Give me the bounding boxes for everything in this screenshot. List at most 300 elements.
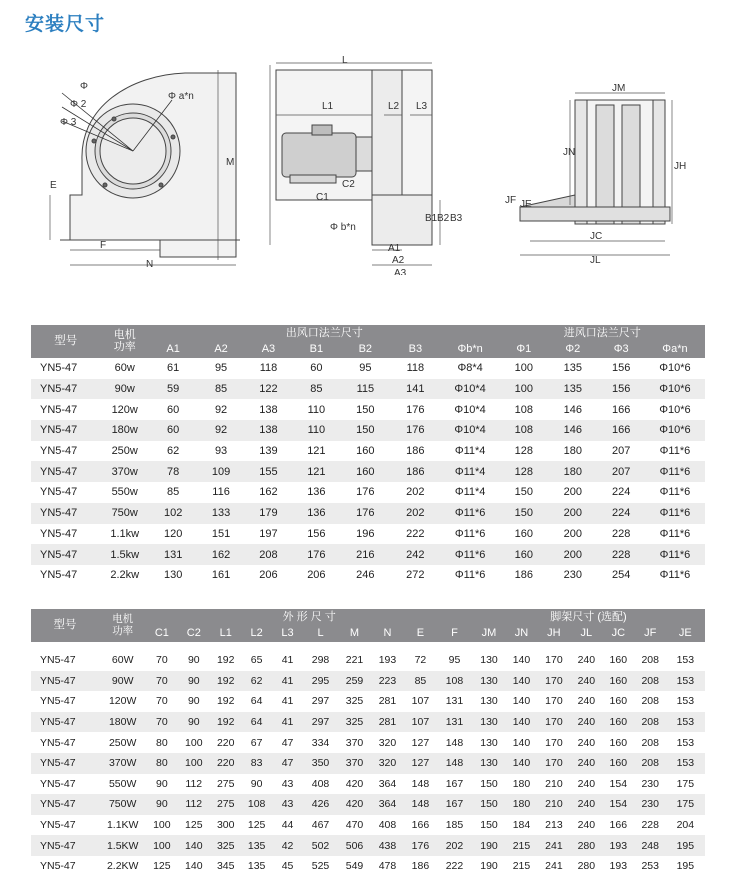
value-cell: 130 <box>472 732 506 753</box>
table-row <box>31 650 705 671</box>
value-cell: 248 <box>635 835 666 856</box>
value-cell: 150 <box>356 403 375 416</box>
power-header: 电机 功率 <box>101 325 149 358</box>
value-cell: 44 <box>272 815 303 836</box>
value-cell: 180 <box>506 794 537 815</box>
value-cell: 208 <box>635 712 666 733</box>
table-row <box>31 441 705 462</box>
value-cell: 118 <box>406 362 425 375</box>
value-cell: 160 <box>602 712 635 733</box>
jl-label: JL <box>590 255 601 266</box>
value-cell: Φ11*4 <box>454 486 486 499</box>
power-cell: 1.5KW <box>99 835 146 856</box>
value-cell: 230 <box>563 569 582 582</box>
column-header: Φ3 <box>598 342 645 358</box>
value-cell: 90 <box>146 774 177 795</box>
power-cell: 180W <box>99 712 146 733</box>
value-cell: 70 <box>146 712 177 733</box>
value-cell: 128 <box>514 445 533 458</box>
value-cell: 193 <box>602 856 635 877</box>
value-cell: 161 <box>211 569 231 582</box>
value-cell: 197 <box>259 527 278 540</box>
value-cell: 130 <box>163 569 183 582</box>
value-cell: 240 <box>571 794 602 815</box>
value-cell: 148 <box>437 732 472 753</box>
value-cell: 185 <box>437 815 472 836</box>
value-cell: 100 <box>146 815 177 836</box>
value-cell: 160 <box>356 445 375 458</box>
value-cell: 70 <box>146 691 177 712</box>
a2-label: A2 <box>392 255 405 266</box>
value-cell: 65 <box>241 650 272 671</box>
value-cell: 176 <box>341 503 390 524</box>
value-cell: 112 <box>177 794 210 815</box>
value-cell: 300 <box>210 815 241 836</box>
value-cell: 85 <box>197 379 244 400</box>
stand-view <box>505 83 686 266</box>
table-row <box>31 503 705 524</box>
value-cell: Φ11*6 <box>659 569 691 582</box>
column-header: JC <box>602 626 635 642</box>
outline-spec-table <box>31 609 705 877</box>
column-header: C1 <box>146 626 177 642</box>
value-cell: 47 <box>272 732 303 753</box>
value-cell: 153 <box>666 671 705 692</box>
column-header: Φ2 <box>548 342 597 358</box>
value-cell: 122 <box>245 379 292 400</box>
a1-label: A1 <box>388 243 401 254</box>
value-cell: 240 <box>571 691 602 712</box>
value-cell: 110 <box>292 420 340 441</box>
value-cell: 153 <box>666 712 705 733</box>
table-row <box>31 544 705 565</box>
value-cell: 42 <box>272 835 303 856</box>
value-cell: Φ11*6 <box>645 544 705 565</box>
power-cell: 1.1kw <box>110 527 140 540</box>
value-cell: 470 <box>338 815 371 836</box>
value-cell: 131 <box>149 544 197 565</box>
value-cell: 176 <box>390 420 441 441</box>
power-cell: 250W <box>99 732 146 753</box>
value-cell: 150 <box>341 420 390 441</box>
value-cell: 90 <box>146 794 177 815</box>
value-cell: 240 <box>571 774 602 795</box>
power-cell: 750w <box>101 503 149 524</box>
value-cell: 100 <box>514 362 533 375</box>
value-cell: 166 <box>598 420 645 441</box>
value-cell: 207 <box>598 461 645 482</box>
value-cell: 41 <box>272 671 303 692</box>
model-cell: YN5-47 <box>40 527 78 540</box>
value-cell: 115 <box>341 379 390 400</box>
column-header: F <box>437 626 472 642</box>
value-cell: 408 <box>371 815 404 836</box>
value-cell: 176 <box>404 835 437 856</box>
power-cell: 370W <box>99 753 146 774</box>
value-cell: 167 <box>437 794 472 815</box>
value-cell: 224 <box>598 503 645 524</box>
value-cell: 85 <box>292 379 340 400</box>
power-cell: 250w <box>111 445 138 458</box>
inlet-flange-header: 进风口法兰尺寸 <box>500 325 705 342</box>
table-row <box>31 379 705 400</box>
value-cell: 192 <box>210 712 241 733</box>
value-cell: 140 <box>506 650 537 671</box>
l-label: L <box>342 55 348 66</box>
flange-spec-table <box>31 325 705 586</box>
value-cell: 62 <box>167 445 180 458</box>
model-cell: YN5-47 <box>31 753 99 774</box>
value-cell: 153 <box>666 732 705 753</box>
value-cell: 202 <box>437 835 472 856</box>
value-cell: 127 <box>404 732 437 753</box>
table-row <box>31 565 705 586</box>
value-cell: 210 <box>537 774 571 795</box>
value-cell: 160 <box>602 650 635 671</box>
value-cell: 180 <box>548 461 597 482</box>
value-cell: 240 <box>571 712 602 733</box>
value-cell: 200 <box>563 486 582 499</box>
value-cell: 190 <box>472 835 506 856</box>
value-cell: 408 <box>303 774 338 795</box>
value-cell: 140 <box>506 671 537 692</box>
value-cell: 220 <box>210 732 241 753</box>
value-cell: 204 <box>666 815 705 836</box>
phi-an-label: Φ a*n <box>168 91 194 102</box>
table-row <box>31 671 705 692</box>
table-row <box>31 399 705 420</box>
value-cell: 72 <box>404 650 437 671</box>
value-cell: 160 <box>341 461 390 482</box>
value-cell: Φ11*6 <box>645 503 705 524</box>
table-row <box>31 420 705 441</box>
value-cell: 125 <box>177 815 210 836</box>
column-header: B3 <box>390 342 441 358</box>
value-cell: 107 <box>404 691 437 712</box>
value-cell: 148 <box>404 774 437 795</box>
value-cell: 136 <box>292 503 340 524</box>
column-header: C2 <box>177 626 210 642</box>
value-cell: 47 <box>272 753 303 774</box>
jm-label: JM <box>612 83 626 94</box>
value-cell: 175 <box>666 794 705 815</box>
value-cell: 130 <box>472 671 506 692</box>
value-cell: 140 <box>506 732 537 753</box>
value-cell: 502 <box>303 835 338 856</box>
value-cell: 176 <box>406 403 425 416</box>
value-cell: 140 <box>506 712 537 733</box>
value-cell: 153 <box>666 691 705 712</box>
value-cell: Φ11*6 <box>441 544 500 565</box>
column-header: M <box>338 626 371 642</box>
value-cell: 221 <box>338 650 371 671</box>
value-cell: 192 <box>210 671 241 692</box>
value-cell: 222 <box>406 527 425 540</box>
l1-label: L1 <box>322 101 334 112</box>
value-cell: 160 <box>500 544 548 565</box>
value-cell: 202 <box>390 503 441 524</box>
model-cell: YN5-47 <box>40 569 78 582</box>
power-cell: 370w <box>101 461 149 482</box>
table-row <box>31 732 705 753</box>
value-cell: 140 <box>177 856 210 877</box>
value-cell: 127 <box>404 753 437 774</box>
n-label: N <box>146 259 154 270</box>
value-cell: 370 <box>338 753 371 774</box>
table-row <box>31 358 705 379</box>
model-cell: YN5-47 <box>31 732 99 753</box>
value-cell: 325 <box>338 712 371 733</box>
value-cell: 176 <box>292 544 340 565</box>
value-cell: 95 <box>214 362 228 375</box>
value-cell: 280 <box>571 856 602 877</box>
value-cell: 131 <box>437 712 472 733</box>
value-cell: 170 <box>537 712 571 733</box>
value-cell: 146 <box>563 403 582 416</box>
model-cell: YN5-47 <box>40 362 78 375</box>
value-cell: 166 <box>404 815 437 836</box>
value-cell: Φ10*4 <box>454 403 486 416</box>
value-cell: 230 <box>635 794 666 815</box>
value-cell: 213 <box>537 815 571 836</box>
value-cell: 118 <box>259 362 278 375</box>
model-cell: YN5-47 <box>31 503 101 524</box>
value-cell: 60 <box>310 362 323 375</box>
value-cell: 325 <box>210 835 241 856</box>
value-cell: 200 <box>548 544 597 565</box>
value-cell: 92 <box>197 420 244 441</box>
value-cell: 478 <box>371 856 404 877</box>
value-cell: 108 <box>500 420 548 441</box>
value-cell: 41 <box>272 691 303 712</box>
value-cell: 162 <box>197 544 244 565</box>
power-cell: 90w <box>101 379 149 400</box>
power-cell: 1.5kw <box>101 544 149 565</box>
value-cell: 192 <box>210 691 241 712</box>
value-cell: 184 <box>506 815 537 836</box>
value-cell: 150 <box>472 794 506 815</box>
model-cell: YN5-47 <box>31 671 99 692</box>
power-cell: 120w <box>111 403 138 416</box>
power-cell: 60w <box>114 362 135 375</box>
power-cell: 60W <box>99 650 146 671</box>
value-cell: 175 <box>666 774 705 795</box>
value-cell: 195 <box>666 856 705 877</box>
power-cell: 1.1KW <box>99 815 146 836</box>
value-cell: 116 <box>212 486 230 499</box>
value-cell: 170 <box>537 691 571 712</box>
value-cell: 186 <box>406 445 425 458</box>
value-cell: 140 <box>177 835 210 856</box>
value-cell: 253 <box>635 856 666 877</box>
phi2-label: Φ 2 <box>70 99 87 110</box>
page-title: 安装尺寸 <box>25 14 106 35</box>
table-row <box>31 691 705 712</box>
value-cell: 150 <box>472 774 506 795</box>
column-header: Φa*n <box>645 342 705 358</box>
value-cell: 186 <box>390 461 441 482</box>
value-cell: 108 <box>514 403 533 416</box>
b3-label: B3 <box>450 213 463 224</box>
value-cell: 208 <box>635 691 666 712</box>
value-cell: 167 <box>437 774 472 795</box>
value-cell: 222 <box>437 856 472 877</box>
value-cell: 207 <box>612 445 631 458</box>
table-row <box>31 835 705 856</box>
column-header: JM <box>472 626 506 642</box>
value-cell: 208 <box>245 544 292 565</box>
phi-bn-label: Φ b*n <box>330 222 356 233</box>
value-cell: 155 <box>245 461 292 482</box>
value-cell: Φ10*4 <box>441 420 500 441</box>
column-header: JH <box>537 626 571 642</box>
value-cell: 139 <box>259 445 278 458</box>
value-cell: 100 <box>177 732 210 753</box>
power-cell: 180w <box>101 420 149 441</box>
jc-label: JC <box>590 231 603 242</box>
model-header: 型号 <box>31 609 99 642</box>
value-cell: 196 <box>356 527 375 540</box>
table-row <box>31 856 705 877</box>
column-header: L2 <box>241 626 272 642</box>
value-cell: 208 <box>635 753 666 774</box>
model-cell: YN5-47 <box>31 815 99 836</box>
e-label: E <box>50 180 57 191</box>
column-header: B1 <box>292 342 340 358</box>
model-cell: YN5-47 <box>31 461 101 482</box>
value-cell: 246 <box>356 569 375 582</box>
value-cell: 90 <box>177 650 210 671</box>
table-row <box>31 524 705 545</box>
value-cell: 156 <box>598 379 645 400</box>
value-cell: 210 <box>537 794 571 815</box>
value-cell: 120 <box>163 527 183 540</box>
front-view <box>50 70 240 270</box>
value-cell: 220 <box>210 753 241 774</box>
value-cell: 135 <box>241 856 272 877</box>
value-cell: 125 <box>241 815 272 836</box>
value-cell: 240 <box>571 671 602 692</box>
jh-label: JH <box>674 161 687 172</box>
power-header: 电机 功率 <box>99 609 146 642</box>
value-cell: 215 <box>506 835 537 856</box>
value-cell: 64 <box>241 691 272 712</box>
value-cell: 148 <box>404 794 437 815</box>
value-cell: 154 <box>602 774 635 795</box>
value-cell: 131 <box>437 691 472 712</box>
value-cell: 121 <box>292 461 340 482</box>
value-cell: 228 <box>598 544 645 565</box>
model-cell: YN5-47 <box>31 691 99 712</box>
value-cell: Φ11*6 <box>659 486 691 499</box>
column-header: JN <box>506 626 537 642</box>
value-cell: 180 <box>563 445 582 458</box>
model-cell: YN5-47 <box>31 379 101 400</box>
phi1-label: Φ <box>80 81 88 92</box>
value-cell: 208 <box>635 732 666 753</box>
a3-label: A3 <box>394 268 407 275</box>
value-cell: 420 <box>338 774 371 795</box>
value-cell: 90 <box>177 691 210 712</box>
table-row <box>31 815 705 836</box>
value-cell: 154 <box>602 794 635 815</box>
value-cell: 364 <box>371 794 404 815</box>
value-cell: 61 <box>167 362 180 375</box>
model-cell: YN5-47 <box>40 403 78 416</box>
value-cell: 110 <box>307 403 326 416</box>
value-cell: 200 <box>563 527 582 540</box>
value-cell: 130 <box>472 650 506 671</box>
value-cell: 193 <box>371 650 404 671</box>
l3-label: L3 <box>416 101 428 112</box>
value-cell: Φ10*6 <box>645 379 705 400</box>
value-cell: 148 <box>437 753 472 774</box>
table-row <box>31 461 705 482</box>
value-cell: 135 <box>563 362 582 375</box>
value-cell: Φ10*4 <box>441 379 500 400</box>
value-cell: 85 <box>404 671 437 692</box>
value-cell: 133 <box>197 503 244 524</box>
side-view <box>270 55 463 275</box>
value-cell: 83 <box>241 753 272 774</box>
value-cell: 146 <box>548 420 597 441</box>
value-cell: 242 <box>390 544 441 565</box>
value-cell: 216 <box>341 544 390 565</box>
model-header: 型号 <box>31 325 101 358</box>
value-cell: 100 <box>177 753 210 774</box>
power-cell: 2.2KW <box>99 856 146 877</box>
value-cell: 109 <box>197 461 244 482</box>
value-cell: 179 <box>245 503 292 524</box>
value-cell: 186 <box>514 569 533 582</box>
value-cell: 170 <box>537 753 571 774</box>
value-cell: Φ11*6 <box>659 527 691 540</box>
stand-header: 脚架尺寸 (选配) <box>472 609 705 626</box>
value-cell: Φ10*6 <box>659 362 691 375</box>
value-cell: 135 <box>548 379 597 400</box>
model-cell: YN5-47 <box>40 445 78 458</box>
column-header: Φb*n <box>441 342 500 358</box>
value-cell: 240 <box>571 753 602 774</box>
value-cell: 206 <box>259 569 278 582</box>
value-cell: 108 <box>437 671 472 692</box>
value-cell: Φ8*4 <box>457 362 483 375</box>
value-cell: 70 <box>146 671 177 692</box>
value-cell: 224 <box>612 486 631 499</box>
value-cell: 45 <box>272 856 303 877</box>
value-cell: 80 <box>146 753 177 774</box>
model-cell: YN5-47 <box>31 650 99 671</box>
value-cell: 41 <box>272 650 303 671</box>
value-cell: Φ11*6 <box>454 569 486 582</box>
model-cell: YN5-47 <box>31 420 101 441</box>
value-cell: 162 <box>259 486 278 499</box>
table-row <box>31 482 705 503</box>
c2-label: C2 <box>342 179 355 190</box>
value-cell: 215 <box>506 856 537 877</box>
value-cell: 325 <box>338 691 371 712</box>
value-cell: Φ10*6 <box>659 403 691 416</box>
value-cell: 64 <box>241 712 272 733</box>
jn-label: JN <box>563 147 576 158</box>
jf-label: JF <box>505 195 517 206</box>
value-cell: Φ11*4 <box>454 445 486 458</box>
column-header: A2 <box>197 342 244 358</box>
value-cell: 190 <box>472 856 506 877</box>
value-cell: Φ10*6 <box>645 420 705 441</box>
column-header: JF <box>635 626 666 642</box>
value-cell: 467 <box>303 815 338 836</box>
